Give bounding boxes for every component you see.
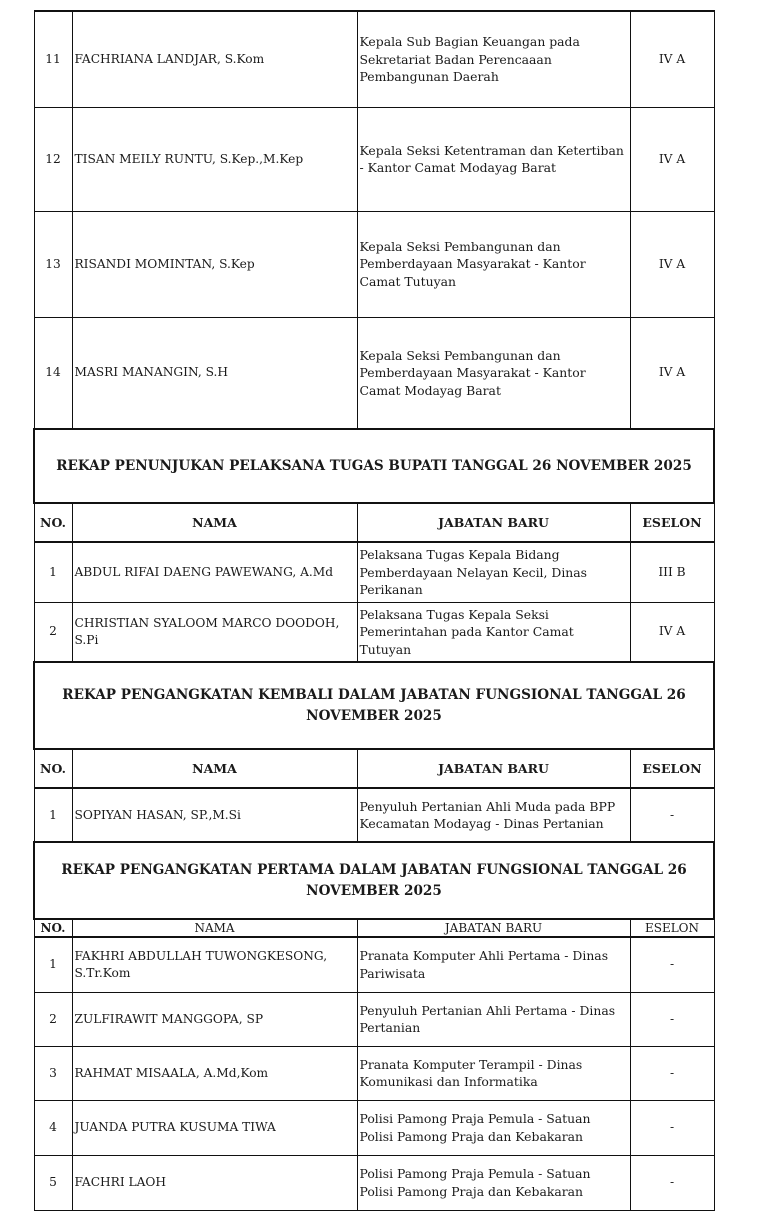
new-position: Pranata Komputer Ahli Pertama - Dinas Pariwisata xyxy=(357,937,630,992)
echelon: IV A xyxy=(630,107,714,211)
table-header-row xyxy=(34,919,714,937)
new-position: Kepala Seksi Pembangunan dan Pemberdayaan Masyarakat - Kantor Camat Modayag Barat xyxy=(357,317,630,429)
employee-name: FACHRI LAOH xyxy=(72,1155,357,1210)
row-number: 4 xyxy=(34,1100,72,1155)
row-number: 1 xyxy=(34,788,72,842)
table-row xyxy=(34,1046,714,1100)
echelon: - xyxy=(630,992,714,1046)
employee-name: FACHRIANA LANDJAR, S.Kom xyxy=(72,11,357,107)
section-title-row xyxy=(34,662,714,749)
row-number: 5 xyxy=(34,1155,72,1210)
employee-name: FAKHRI ABDULLAH TUWONGKESONG, S.Tr.Kom xyxy=(72,937,357,992)
new-position: Kepala Sub Bagian Keuangan pada Sekretariat Badan Perencaaan Pembangunan Daerah xyxy=(357,11,630,107)
header-jabatan: JABATAN BARU xyxy=(357,503,630,542)
employee-name: RAHMAT MISAALA, A.Md,Kom xyxy=(72,1046,357,1100)
section-title-row xyxy=(34,429,714,503)
new-position: Polisi Pamong Praja Pemula - Satuan Polisi Pamong Praja dan Kebakaran xyxy=(357,1155,630,1210)
echelon: IV A xyxy=(630,602,714,662)
employee-name: RISANDI MOMINTAN, S.Kep xyxy=(72,211,357,317)
header-jabatan: JABATAN BARU xyxy=(357,919,630,937)
echelon: - xyxy=(630,1100,714,1155)
header-nama: NAMA xyxy=(72,919,357,937)
section-title: REKAP PENGANGKATAN PERTAMA DALAM JABATAN FUNGSIONAL TANGGAL 26 NOVEMBER 2025 xyxy=(34,842,714,919)
employee-name: JUANDA PUTRA KUSUMA TIWA xyxy=(72,1100,357,1155)
row-number: 1 xyxy=(34,937,72,992)
section-title-row xyxy=(34,842,714,919)
employee-name: CHRISTIAN SYALOOM MARCO DOODOH, S.Pi xyxy=(72,602,357,662)
echelon: - xyxy=(630,1155,714,1210)
employee-name: TISAN MEILY RUNTU, S.Kep.,M.Kep xyxy=(72,107,357,211)
table-row xyxy=(34,1155,714,1210)
document-page xyxy=(33,10,713,1211)
new-position: Penyuluh Pertanian Ahli Muda pada BPP Kecamatan Modayag - Dinas Pertanian xyxy=(357,788,630,842)
header-nama: NAMA xyxy=(72,503,357,542)
table-row xyxy=(34,317,714,429)
echelon: IV A xyxy=(630,11,714,107)
row-number: 2 xyxy=(34,992,72,1046)
new-position: Polisi Pamong Praja Pemula - Satuan Polisi Pamong Praja dan Kebakaran xyxy=(357,1100,630,1155)
table-row xyxy=(34,788,714,842)
echelon: - xyxy=(630,788,714,842)
table-row xyxy=(34,1100,714,1155)
row-number: 13 xyxy=(34,211,72,317)
new-position: Kepala Seksi Ketentraman dan Ketertiban - Kantor Camat Modayag Barat xyxy=(357,107,630,211)
section-title: REKAP PENGANGKATAN KEMBALI DALAM JABATAN FUNGSIONAL TANGGAL 26 NOVEMBER 2025 xyxy=(34,662,714,749)
table-row xyxy=(34,937,714,992)
header-no: NO. xyxy=(34,503,72,542)
table-header-row xyxy=(34,503,714,542)
table-row xyxy=(34,992,714,1046)
echelon: - xyxy=(630,937,714,992)
new-position: Pelaksana Tugas Kepala Bidang Pemberdayaan Nelayan Kecil, Dinas Perikanan xyxy=(357,542,630,602)
row-number: 3 xyxy=(34,1046,72,1100)
employee-name: SOPIYAN HASAN, SP.,M.Si xyxy=(72,788,357,842)
header-nama: NAMA xyxy=(72,749,357,788)
table-row xyxy=(34,211,714,317)
new-position: Kepala Seksi Pembangunan dan Pemberdayaan Masyarakat - Kantor Camat Tutuyan xyxy=(357,211,630,317)
echelon: IV A xyxy=(630,211,714,317)
employee-name: ZULFIRAWIT MANGGOPA, SP xyxy=(72,992,357,1046)
row-number: 2 xyxy=(34,602,72,662)
echelon: - xyxy=(630,1046,714,1100)
table-header-row xyxy=(34,749,714,788)
row-number: 14 xyxy=(34,317,72,429)
new-position: Pelaksana Tugas Kepala Seksi Pemerintahan pada Kantor Camat Tutuyan xyxy=(357,602,630,662)
header-eselon: ESELON xyxy=(630,503,714,542)
employee-name: MASRI MANANGIN, S.H xyxy=(72,317,357,429)
table-row xyxy=(34,107,714,211)
header-no: NO. xyxy=(34,749,72,788)
row-number: 1 xyxy=(34,542,72,602)
new-position: Penyuluh Pertanian Ahli Pertama - Dinas Pertanian xyxy=(357,992,630,1046)
row-number: 11 xyxy=(34,11,72,107)
header-jabatan: JABATAN BARU xyxy=(357,749,630,788)
table-row xyxy=(34,602,714,662)
employee-name: ABDUL RIFAI DAENG PAWEWANG, A.Md xyxy=(72,542,357,602)
section-title: REKAP PENUNJUKAN PELAKSANA TUGAS BUPATI TANGGAL 26 NOVEMBER 2025 xyxy=(34,429,714,503)
table-row xyxy=(34,542,714,602)
header-eselon: ESELON xyxy=(630,749,714,788)
row-number: 12 xyxy=(34,107,72,211)
header-no: NO. xyxy=(34,919,72,937)
echelon: IV A xyxy=(630,317,714,429)
table-row xyxy=(34,11,714,107)
echelon: III B xyxy=(630,542,714,602)
appointment-recap-table xyxy=(33,10,715,1211)
header-eselon: ESELON xyxy=(630,919,714,937)
new-position: Pranata Komputer Terampil - Dinas Komunikasi dan Informatika xyxy=(357,1046,630,1100)
